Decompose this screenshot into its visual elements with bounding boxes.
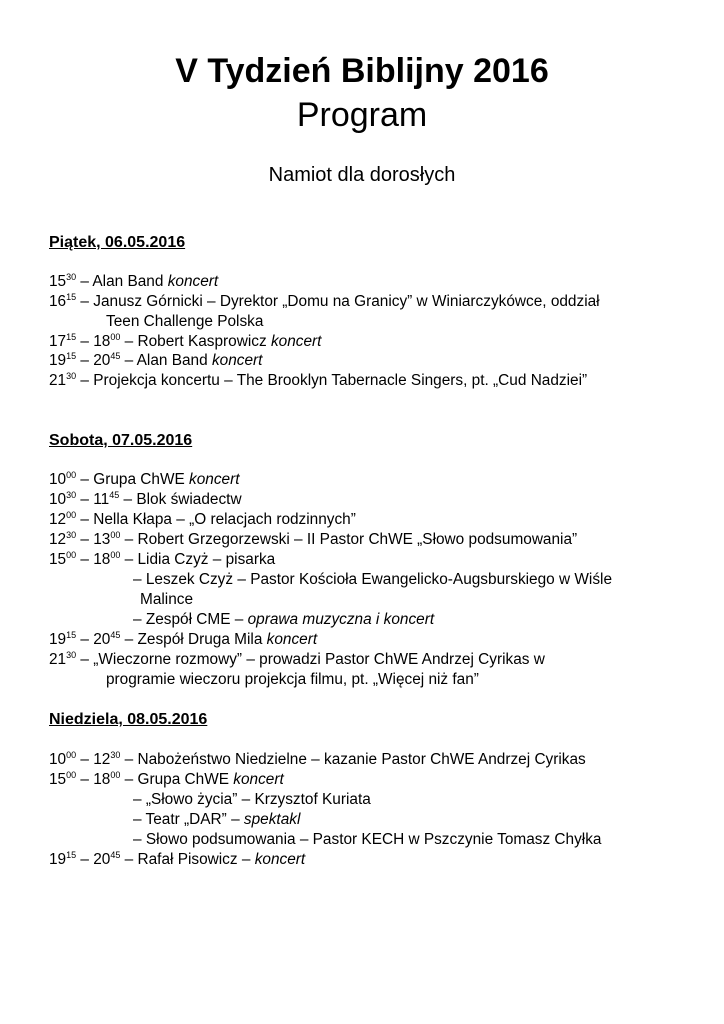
schedule-subline: – Słowo podsumowania – Pastor KECH w Pszczynie Tomasz Chyłka: [133, 831, 602, 848]
schedule-subline: – „Słowo życia” – Krzysztof Kuriata: [133, 791, 371, 808]
schedule-line-cont: programie wieczoru projekcja filmu, pt. „Więcej niż fan”: [106, 671, 479, 688]
schedule-line: $15^{30}$ – Alan Band koncert: [49, 272, 219, 290]
schedule-line: $19^{15} - 20^{45}$ – Zespół Druga Mila koncert: [49, 630, 318, 648]
schedule-line: $15^{00} - 18^{00}$ – Lidia Czyż – pisarka: [49, 550, 276, 568]
schedule-line: $10^{00}$ – Grupa ChWE koncert: [49, 470, 240, 488]
schedule-line: $19^{15} - 20^{45}$ – Rafał Pisowicz – koncert: [49, 850, 306, 868]
schedule-line: $19^{15} - 20^{45}$ – Alan Band koncert: [49, 351, 263, 369]
schedule-line: $15^{00} - 18^{00}$ – Grupa ChWE koncert: [49, 770, 284, 788]
schedule-line: $12^{30} - 13^{00}$ – Robert Grzegorzewski – II Pastor ChWE „Słowo podsumowania”: [49, 530, 578, 548]
day-heading-saturday: Sobota, 07.05.2016: [49, 432, 193, 449]
schedule-subline: – Teatr „DAR” – spektakl: [133, 811, 301, 828]
schedule-line: $21^{30}$ – „Wieczorne rozmowy” – prowadzi Pastor ChWE Andrzej Cyrikas w: [49, 650, 545, 668]
schedule-line-cont: Malince: [140, 591, 194, 608]
schedule-subline: – Zespół CME – oprawa muzyczna i koncert: [133, 611, 435, 628]
day-heading-sunday: Niedziela, 08.05.2016: [49, 711, 208, 728]
schedule-line: $10^{30} - 11^{45}$ – Blok świadectw: [49, 490, 242, 508]
schedule-line: $17^{15} - 18^{00}$ – Robert Kasprowicz koncert: [49, 332, 322, 350]
schedule-line: $10^{00} - 12^{30}$ – Nabożeństwo Niedzielne – kazanie Pastor ChWE Andrzej Cyrikas: [49, 750, 586, 768]
schedule-line-cont: Teen Challenge Polska: [106, 313, 264, 330]
day-heading-friday: Piątek, 06.05.2016: [49, 234, 186, 251]
tent-name: Namiot dla dorosłych: [268, 164, 456, 186]
program-subtitle: Program: [296, 96, 428, 134]
schedule-line: $12^{00}$ – Nella Kłapa – „O relacjach rodzinnych”: [49, 510, 356, 528]
schedule-subline: – Leszek Czyż – Pastor Kościoła Ewangelicko-Augsburskiego w Wiśle: [133, 571, 613, 588]
schedule-line: $21^{30}$ – Projekcja koncertu – The Brooklyn Tabernacle Singers, pt. „Cud Nadziei”: [49, 371, 588, 389]
program-title: V Tydzień Biblijny 2016: [175, 52, 549, 90]
schedule-line: $16^{15}$ – Janusz Górnicki – Dyrektor „Domu na Granicy” w Winiarczykówce, oddział: [49, 292, 600, 310]
